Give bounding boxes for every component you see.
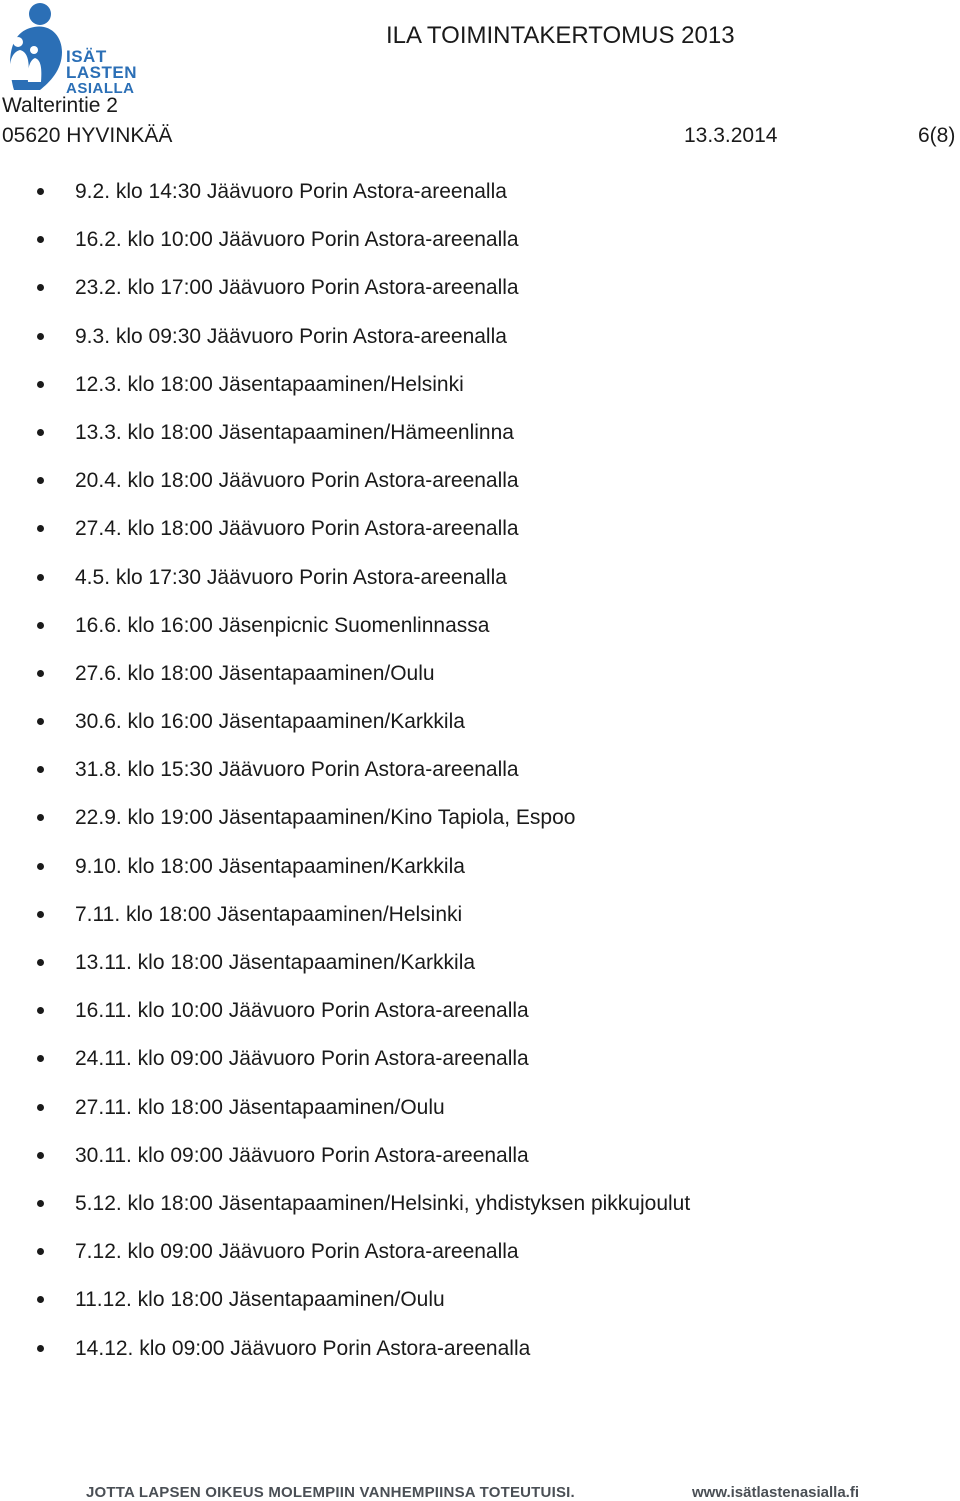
organization-logo	[0, 0, 150, 95]
bullet-icon	[37, 284, 44, 291]
event-text: 30.11. klo 09:00 Jäävuoro Porin Astora-areenalla	[75, 1143, 529, 1167]
bullet-icon	[37, 1296, 44, 1303]
bullet-icon	[37, 1345, 44, 1352]
bullet-icon	[37, 574, 44, 581]
event-text: 20.4. klo 18:00 Jäävuoro Porin Astora-areenalla	[75, 469, 519, 493]
bullet-icon	[37, 718, 44, 725]
event-text: 16.11. klo 10:00 Jäävuoro Porin Astora-areenalla	[75, 999, 529, 1023]
document-date: 13.3.2014	[684, 124, 778, 147]
bullet-icon	[37, 1200, 44, 1207]
logo-text-line-2: LASTEN	[66, 63, 137, 82]
event-text: 16.6. klo 16:00 Jäsenpicnic Suomenlinnassa	[75, 613, 490, 637]
event-text: 5.12. klo 18:00 Jäsentapaaminen/Helsinki, yhdistyksen pikkujoulut	[75, 1191, 691, 1215]
bullet-icon	[37, 622, 44, 629]
bullet-icon	[37, 525, 44, 532]
event-text: 14.12. klo 09:00 Jäävuoro Porin Astora-areenalla	[75, 1336, 531, 1360]
bullet-icon	[37, 1007, 44, 1014]
address-postal: 05620 HYVINKÄÄ	[2, 124, 173, 147]
event-text: 9.2. klo 14:30 Jäävuoro Porin Astora-areenalla	[75, 180, 507, 203]
event-text: 24.11. klo 09:00 Jäävuoro Porin Astora-areenalla	[75, 1047, 529, 1071]
event-text: 13.11. klo 18:00 Jäsentapaaminen/Karkkila	[75, 951, 476, 974]
event-text: 23.2. klo 17:00 Jäävuoro Porin Astora-areenalla	[75, 276, 519, 300]
event-text: 9.3. klo 09:30 Jäävuoro Porin Astora-areenalla	[75, 324, 507, 348]
bullet-icon	[37, 236, 44, 243]
bullet-icon	[37, 429, 44, 436]
event-text: 27.11. klo 18:00 Jäsentapaaminen/Oulu	[75, 1095, 445, 1119]
event-text: 11.12. klo 18:00 Jäsentapaaminen/Oulu	[75, 1288, 445, 1312]
bullet-icon	[37, 333, 44, 340]
bullet-icon	[37, 188, 44, 195]
footer-website-link[interactable]: www.isätlastenasialla.fi	[692, 1484, 860, 1501]
logo-text-line-1: ISÄT	[66, 47, 107, 66]
event-text: 7.11. klo 18:00 Jäsentapaaminen/Helsinki	[75, 902, 463, 926]
bullet-icon	[37, 381, 44, 388]
page-number: 6(8)	[918, 124, 956, 147]
bullet-icon	[37, 1248, 44, 1255]
event-text: 22.9. klo 19:00 Jäsentapaaminen/Kino Tapiola, Espoo	[75, 806, 576, 830]
bullet-icon	[37, 1152, 44, 1159]
event-text: 31.8. klo 15:30 Jäävuoro Porin Astora-areenalla	[75, 758, 519, 782]
bullet-icon	[37, 863, 44, 870]
address-street: Walterintie 2	[2, 94, 118, 117]
bullet-icon	[37, 1055, 44, 1062]
event-text: 4.5. klo 17:30 Jäävuoro Porin Astora-areenalla	[75, 565, 507, 589]
event-text: 16.2. klo 10:00 Jäävuoro Porin Astora-areenalla	[75, 228, 519, 252]
event-text: 9.10. klo 18:00 Jäsentapaaminen/Karkkila	[75, 854, 465, 878]
bullet-icon	[37, 814, 44, 821]
event-text: 27.6. klo 18:00 Jäsentapaaminen/Oulu	[75, 661, 435, 685]
bullet-icon	[37, 1104, 44, 1111]
bullet-icon	[37, 911, 44, 918]
bullet-icon	[37, 766, 44, 773]
event-text: 12.3. klo 18:00 Jäsentapaaminen/Helsinki	[75, 372, 464, 396]
event-text: 13.3. klo 18:00 Jäsentapaaminen/Hämeenlinna	[75, 420, 514, 444]
event-text: 27.4. klo 18:00 Jäävuoro Porin Astora-areenalla	[75, 517, 519, 541]
bullet-icon	[37, 670, 44, 677]
bullet-icon	[37, 959, 44, 966]
footer-slogan: JOTTA LAPSEN OIKEUS MOLEMPIIN VANHEMPIINSA TOTEUTUISI.	[86, 1484, 575, 1501]
document-title: ILA TOIMINTAKERTOMUS 2013	[386, 22, 735, 49]
event-text: 7.12. klo 09:00 Jäävuoro Porin Astora-areenalla	[75, 1240, 519, 1264]
event-text: 30.6. klo 16:00 Jäsentapaaminen/Karkkila	[75, 710, 465, 734]
logo-text-line-3: ASIALLA	[66, 80, 135, 97]
bullet-icon	[37, 477, 44, 484]
